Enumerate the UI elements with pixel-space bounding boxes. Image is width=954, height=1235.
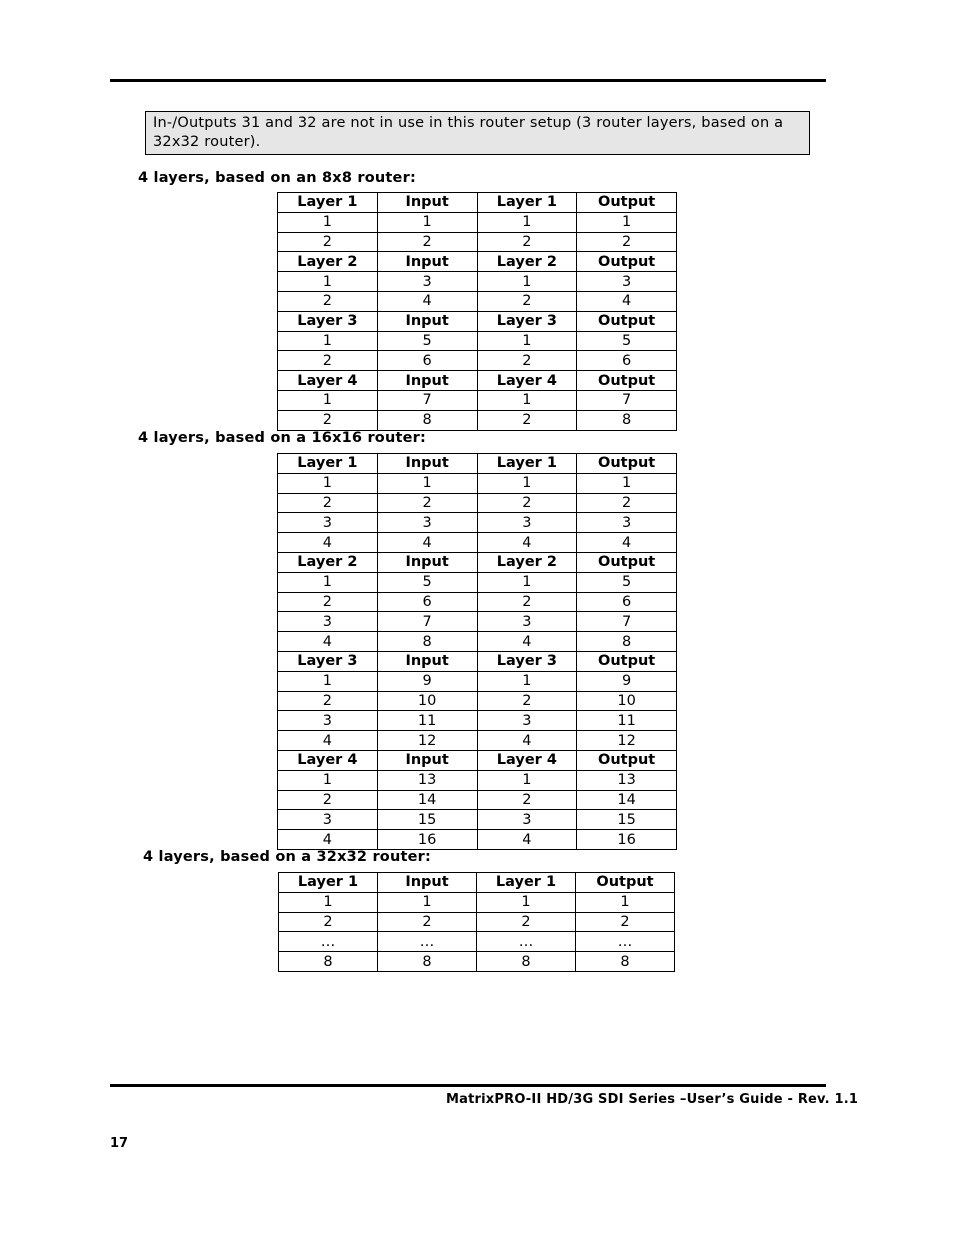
table-header-row [278,371,677,391]
table-cell: 2 [477,351,577,371]
table-header-cell: Layer 3 [477,651,577,671]
table-cell: … [477,932,576,952]
footer-rule [110,1084,826,1087]
table-cell: 2 [477,912,576,932]
table-cell: 1 [477,671,577,691]
table-header-cell: Output [576,873,675,893]
table-cell: 8 [577,410,677,430]
table-header-cell: Layer 1 [279,873,378,893]
table-cell: 5 [577,572,677,592]
table-row [278,351,677,371]
table-header-row [278,193,677,213]
table-row [278,770,677,790]
table-cell: 7 [377,390,477,410]
table-header-cell: Layer 1 [477,193,577,213]
table-cell: 4 [278,731,378,751]
table-cell: 1 [477,331,577,351]
table-cell: 10 [377,691,477,711]
table-cell: 4 [577,533,677,553]
table-cell: 4 [477,830,577,850]
table-cell: 1 [576,892,675,912]
table-cell: … [378,932,477,952]
table-header-cell: Layer 3 [477,311,577,331]
routing-table-8x8 [277,192,677,431]
table-cell: 2 [278,493,378,513]
table-row [278,473,677,493]
footer-document-title: MatrixPRO-II HD/3G SDI Series –User’s Guide - Rev. 1.1 [446,1092,859,1107]
table-row [278,232,677,252]
routing-table-16x16 [277,453,677,850]
table-cell: 2 [278,232,378,252]
table-header-row [278,454,677,474]
table-cell: 8 [576,952,675,972]
table-cell: 4 [477,731,577,751]
table-header-cell: Output [577,193,677,213]
table-cell: 4 [278,830,378,850]
table-header-cell: Input [377,552,477,572]
table-cell: 12 [377,731,477,751]
table-cell: 9 [577,671,677,691]
table-header-cell: Output [577,651,677,671]
table-cell: 1 [278,331,378,351]
table-cell: 2 [576,912,675,932]
table-cell: 8 [577,632,677,652]
table-cell: 3 [477,810,577,830]
table-header-cell: Input [377,193,477,213]
table-cell: 4 [377,291,477,311]
table-cell: 1 [377,212,477,232]
table-cell: … [576,932,675,952]
table-cell: 1 [278,390,378,410]
table-header-cell: Input [378,873,477,893]
table-header-cell: Output [577,311,677,331]
table-cell: 8 [377,410,477,430]
table-header-cell: Input [377,651,477,671]
table-row [278,331,677,351]
table-header-cell: Layer 2 [278,552,378,572]
table-header-cell: Layer 2 [278,252,378,272]
table-row [278,731,677,751]
table-cell: 2 [477,592,577,612]
table-cell: 3 [477,612,577,632]
table-cell: 8 [477,952,576,972]
table-header-row [279,873,675,893]
table-cell: 10 [577,691,677,711]
table-row [278,410,677,430]
table-header-cell: Layer 2 [477,252,577,272]
table-cell: 2 [278,592,378,612]
table-cell: 4 [278,533,378,553]
table-cell: 6 [577,351,677,371]
table-row [278,711,677,731]
table-cell: 2 [577,232,677,252]
routing-table-32x32 [278,872,675,972]
table-cell: 6 [377,592,477,612]
table-row [278,572,677,592]
table-cell: 1 [477,473,577,493]
table-cell: 16 [577,830,677,850]
table-header-cell: Output [577,750,677,770]
table-header-cell: Layer 4 [477,750,577,770]
table-cell: 3 [577,513,677,533]
table-cell: 6 [577,592,677,612]
table-cell: 7 [577,612,677,632]
table-cell: 1 [477,390,577,410]
table-cell: 1 [477,272,577,292]
table-cell: 12 [577,731,677,751]
table-cell: 3 [477,711,577,731]
table-row [279,932,675,952]
table-cell: 7 [377,612,477,632]
table-header-cell: Output [577,252,677,272]
table-header-cell: Input [377,750,477,770]
table-header-cell: Layer 1 [278,454,378,474]
table-cell: 3 [278,513,378,533]
table-header-cell: Output [577,371,677,391]
table-cell: 1 [278,212,378,232]
table-header-cell: Layer 3 [278,651,378,671]
section-heading-32x32: 4 layers, based on a 32x32 router: [143,849,431,865]
table-cell: 3 [577,272,677,292]
table-cell: 2 [477,410,577,430]
table-cell: 1 [377,473,477,493]
table-cell: 11 [577,711,677,731]
section-heading-16x16: 4 layers, based on a 16x16 router: [138,430,426,446]
table-cell: 14 [377,790,477,810]
table-cell: 9 [377,671,477,691]
table-cell: 4 [477,533,577,553]
table-header-row [278,651,677,671]
table-cell: 4 [577,291,677,311]
table-row [278,272,677,292]
table-row [278,513,677,533]
table-cell: 13 [377,770,477,790]
table-cell: 8 [378,952,477,972]
table-row [278,810,677,830]
table-row [279,912,675,932]
table-header-row [278,311,677,331]
table-cell: 14 [577,790,677,810]
table-cell: 2 [278,410,378,430]
table-cell: 2 [378,912,477,932]
table-header-cell: Input [377,311,477,331]
table-cell: 2 [477,790,577,810]
table-cell: 3 [377,513,477,533]
table-cell: 1 [477,572,577,592]
table-cell: 2 [377,232,477,252]
table-cell: 1 [477,892,576,912]
table-row [278,291,677,311]
table-header-cell: Layer 2 [477,552,577,572]
table-cell: 5 [377,572,477,592]
table-cell: 2 [577,493,677,513]
table-row [278,533,677,553]
table-header-row [278,252,677,272]
table-cell: 1 [278,770,378,790]
table-cell: 3 [278,810,378,830]
table-row [278,592,677,612]
table-cell: 15 [377,810,477,830]
table-cell: 2 [278,790,378,810]
table-cell: 1 [477,212,577,232]
table-row [278,390,677,410]
table-cell: 1 [577,473,677,493]
table-header-row [278,750,677,770]
table-cell: 11 [377,711,477,731]
table-cell: 1 [477,770,577,790]
page-number: 17 [110,1136,129,1151]
table-header-cell: Layer 1 [278,193,378,213]
table-cell: 3 [278,711,378,731]
section-heading-8x8: 4 layers, based on an 8x8 router: [138,170,416,186]
table-header-cell: Output [577,454,677,474]
table-cell: 1 [278,272,378,292]
table-header-cell: Layer 1 [477,454,577,474]
table-cell: 1 [577,212,677,232]
table-cell: 2 [279,912,378,932]
table-cell: 4 [377,533,477,553]
table-row [278,790,677,810]
table-cell: 3 [477,513,577,533]
table-row [278,830,677,850]
table-row [278,493,677,513]
table-header-cell: Layer 4 [278,371,378,391]
table-cell: 2 [477,232,577,252]
table-row [278,212,677,232]
table-cell: 2 [477,691,577,711]
table-cell: 2 [278,351,378,371]
table-cell: 2 [377,493,477,513]
table-header-cell: Layer 4 [278,750,378,770]
table-cell: 2 [477,493,577,513]
table-cell: 7 [577,390,677,410]
table-row [279,952,675,972]
table-header-cell: Layer 3 [278,311,378,331]
table-cell: 1 [278,671,378,691]
table-header-cell: Input [377,454,477,474]
table-cell: 6 [377,351,477,371]
table-header-cell: Output [577,552,677,572]
table-cell: … [279,932,378,952]
table-cell: 1 [278,473,378,493]
table-cell: 3 [278,612,378,632]
table-cell: 1 [278,572,378,592]
table-header-row [278,552,677,572]
table-header-cell: Input [377,371,477,391]
table-cell: 5 [377,331,477,351]
table-cell: 13 [577,770,677,790]
table-cell: 4 [278,632,378,652]
table-header-cell: Input [377,252,477,272]
table-row [278,671,677,691]
table-header-cell: Layer 1 [477,873,576,893]
table-cell: 4 [477,632,577,652]
table-cell: 8 [377,632,477,652]
table-cell: 15 [577,810,677,830]
table-row [278,612,677,632]
header-rule [110,79,826,82]
table-cell: 2 [477,291,577,311]
table-row [279,892,675,912]
table-cell: 2 [278,291,378,311]
table-cell: 16 [377,830,477,850]
note-box: In-/Outputs 31 and 32 are not in use in this router setup (3 router layers, based on a 32x32 router). [145,111,810,155]
table-row [278,691,677,711]
table-cell: 3 [377,272,477,292]
table-row [278,632,677,652]
table-cell: 1 [378,892,477,912]
table-cell: 2 [278,691,378,711]
table-cell: 1 [279,892,378,912]
table-cell: 5 [577,331,677,351]
table-cell: 8 [279,952,378,972]
table-header-cell: Layer 4 [477,371,577,391]
